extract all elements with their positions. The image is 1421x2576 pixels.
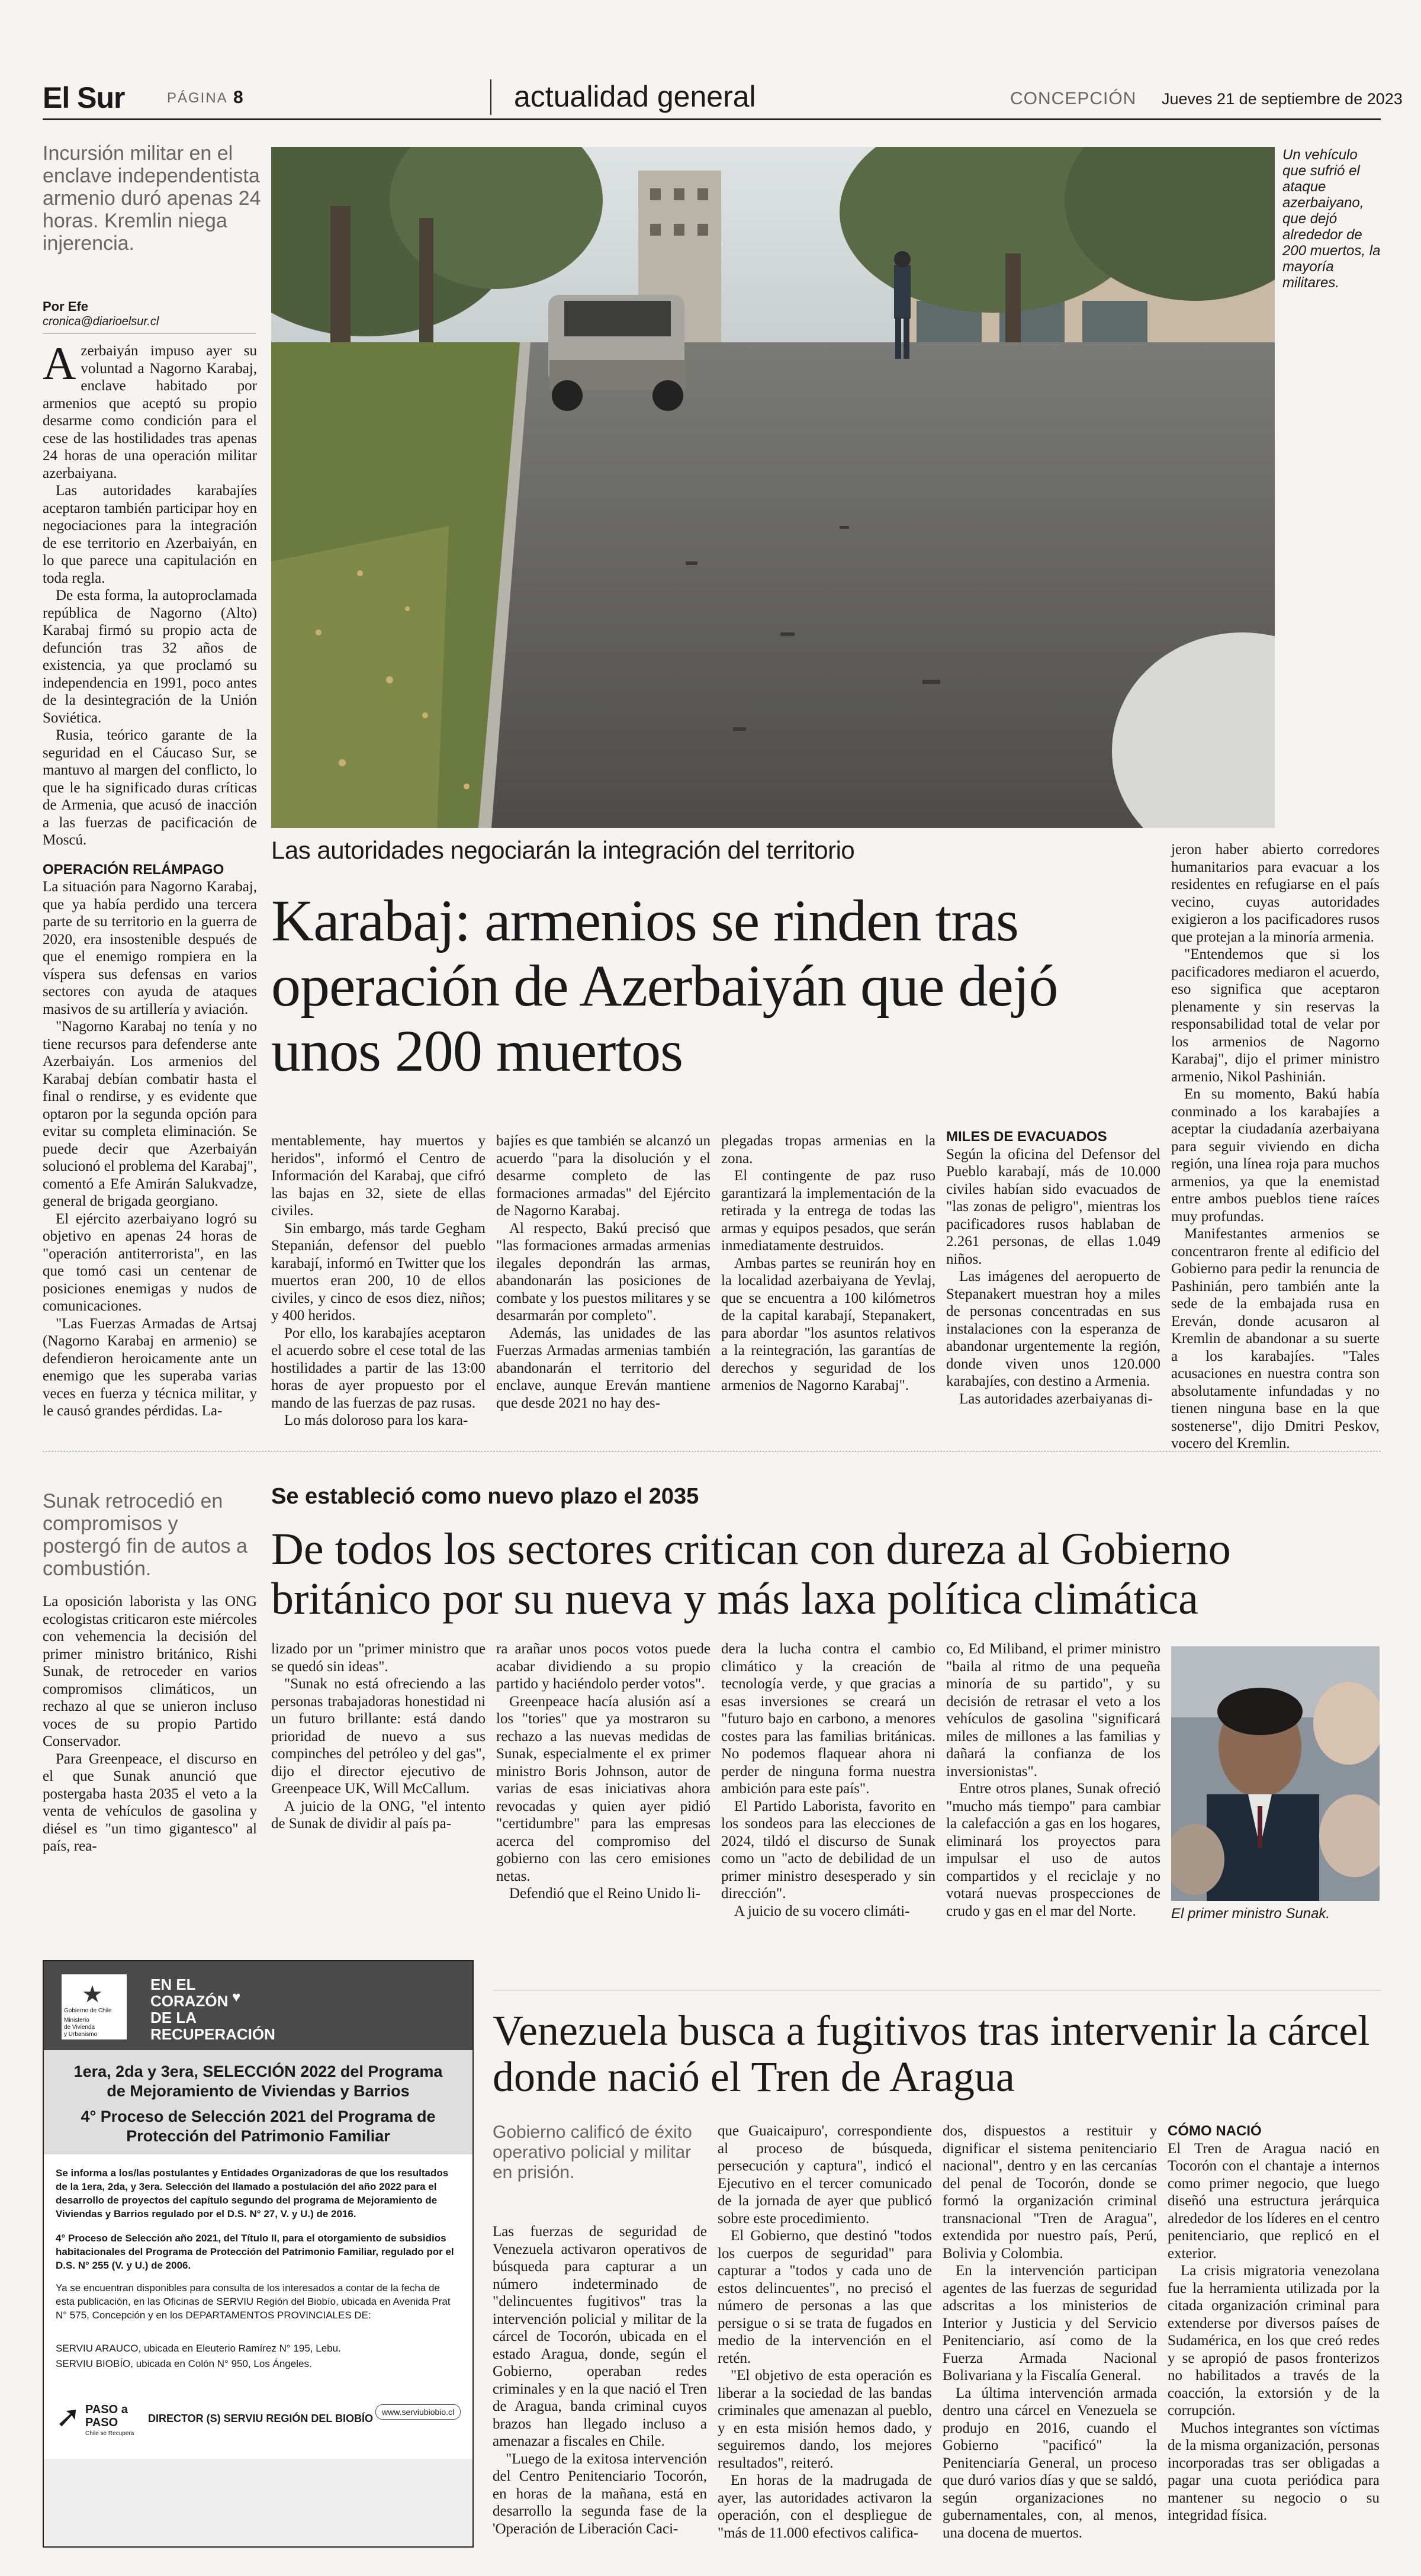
subhead-como-nacio: CÓMO NACIÓ [1168,2123,1262,2139]
article3-para: El Tren de Aragua nació en Tocorón con el chantaje a internos como primer negocio, que luego diseñó una estructura jerárquica alrededor de los líderes en el centro penitenciario, que replicó en el exterior. [1168,2140,1380,2262]
city-label: CONCEPCIÓN [1010,89,1137,108]
ad-website[interactable]: www.serviubiobio.cl [375,2404,461,2420]
street-scene-illustration [271,147,1275,828]
article1-para: Manifestantes armenios se concentraron frente al edificio del Gobierno para pedir la renuncia de Pashinián, pero también ante la sede de la embajada rusa en Ereván, donde acusaron al Kremlin de abandonar a su suerte a los karabajíes. "Tales acusaciones en nuestra contra son absolutamente infundadas y no tienen ninguna base en la que sostenerse", dijo Dmitri Peskov, vocero del Kremlin. [1171,1226,1380,1451]
article2-col3 [496,1640,710,1903]
ad-title-box [44,2050,472,2154]
article2-para: "Sunak no está ofreciendo a las personas trabajadoras honestidad ni un futuro brillante: está dando prioridad de nuevo a sus compinches del petróleo y del gas", dijo el director ejecutivo de Greenpeace UK, Will McCallum. [271,1676,486,1797]
article2-para: El Partido Laborista, favorito en los sondeos para las elecciones de 2024, tildó el discurso de Sunak como un "acto de debilidad de un primer ministro desesperado y sin dirección". [721,1798,935,1902]
article2-col2 [271,1640,486,1833]
ad-gov-label: Gobierno de Chile [64,2008,112,2014]
ad-slogan-1: EN EL [150,1976,196,1993]
article3-para: La crisis migratoria venezolana fue la herramienta utilizada por la citada organización criminal para extenderse por diversos países de Sudamérica, en los que creó redes y se apropió de pasos fronterizos no habilitados a través de la coacción, la extorsión y de la corrupción. [1168,2263,1380,2418]
article1-para: Al respecto, Bakú precisó que "las formaciones armadas armenias ilegales depondrán las armas, abandonarán las posiciones de combate y los puestos militares y se desarmarán por completo". [496,1220,710,1324]
ad-para-2: 4° Proceso de Selección año 2021, del Título II, para el otorgamiento de subsidios habitacionales del Programa de Protección del Patrimonio Familiar, regulado por el D.S. N° 255 (V. y U.) de 2006. [56,2233,454,2271]
article3-para: Muchos integrantes son víctimas de la misma organización, personas incorporadas tras ser obligadas a pagar una cuota periódica para mantener su negocio o su integridad física. [1168,2420,1380,2523]
article2-deck: Sunak retrocedió en compromisos y postergó fin de autos a combustión. [43,1490,247,1580]
subhead-evacuados: MILES DE EVACUADOS [946,1129,1107,1145]
article1-para: De esta forma, la autoproclamada república de Nagorno (Alto) Karabaj firmó su propio acta de defunción tras 32 años de existencia, ya que proclamó su independencia en 1991, poco antes de la desintegración de la Unión Soviética. [43,587,257,726]
article3-col4 [1168,2122,1380,2524]
article3-para: que Guaicaipuro', correspondiente al proceso de búsqueda, persecución y captura", indicó el Ejecutivo en el tercer comunicado de la jornada de ayer que publicó sobre este procedimiento. [718,2123,932,2227]
article1-para: El ejército azerbaiyano logró su objetivo en apenas 24 horas de "operación antiterrorista", en las que tomó casi un centenar de posiciones enemigas y nudos de comunicaciones. [43,1210,257,1314]
article3-para: En horas de la madrugada de ayer, las autoridades activaron la operación, con el despliegue de "más de 11.000 efectivos califica- [718,2472,932,2541]
ad-org-line3: y Urbanismo [64,2031,98,2038]
arrow-icon: ➚ [56,2400,81,2433]
ad-para-1: Se informa a los/las postulantes y Entidades Organizadoras de que los resultados de la 1era, 2da, y 3era. Selección del llamado a postulación del año 2022 para el desarrollo de proyectos del capítulo segundo del programa de Mejoramiento de Viviendas y Barrios regulado por el D.S. N° 27, V. y U.) de 2016. [56,2167,449,2220]
paso-a-paso-logo [56,2398,144,2446]
issue-date: Jueves 21 de septiembre de 2023 [1162,90,1403,108]
article1-para: Rusia, teórico garante de la seguridad en el Cáucaso Sur, se mantuvo al margen del conflicto, lo que le ha significado duras críticas de Armenia, que acusó de inacción a las fuerzas de pacificación de Moscú. [43,727,257,848]
ad-gov-logo [62,1974,127,2039]
logo-small: Chile se Recupera [85,2430,134,2437]
article2-col4 [721,1640,935,1920]
subhead-operacion: OPERACIÓN RELÁMPAGO [43,861,224,878]
article1-para: bajíes es que también se alcanzó un acuerdo "para la disolución y el desarme completo de las formaciones armadas" del Ejército de Nagorno Karabaj. [496,1133,710,1219]
article2-para: Greenpeace hacía alusión así a los "tories" que ya mostraron su rechazo a las nuevas medidas de Sunak, especialmente el ex primer ministro Boris Johnson, autor de varias de esas iniciativas ahora revocadas y quien ayer pidió "certidumbre" para las empresas acerca del compromiso del gobierno con las cero emisiones netas. [496,1693,710,1884]
masthead-brand: El Sur [43,81,125,114]
ad-title-1: 1era, 2da y 3era, SELECCIÓN 2022 del Programa de Mejoramiento de Viviendas y Barrios [73,2063,443,2100]
ad-slogan-4: RECUPERACIÓN [150,2025,275,2043]
article1-para: Las imágenes del aeropuerto de Stepanakert muestran hoy a miles de personas concentradas en sus instalaciones con la esperanza de abandonar urgentemente la región, donde viven unos 120.000 karabajíes, con destino a Armenia. [946,1268,1160,1389]
article1-para: La situación para Nagorno Karabaj, que ya había perdido una tercera parte de su territorio en la guerra de 2020, era insostenible después de que el enemigo rompiera en la víspera sus defensas en varios sectores con ayuda de ataques masivos de su artillería y aviación. [43,879,257,1017]
article1-col4 [721,1132,935,1395]
byline-email: cronica@diarioelsur.cl [43,315,159,328]
article2-para: co, Ed Miliband, el primer ministro "baila al ritmo de una pequeña minoría de su partido", y su decisión de retrasar el veto a los vehículos de gasolina "significará miles de millones a las familias y dañará la confianza de los inversionistas". [946,1641,1160,1780]
article1-para: Las autoridades azerbaiyanas di- [959,1390,1153,1407]
header-rule [43,118,1381,120]
article2-para: Defendió que el Reino Unido li- [509,1886,700,1902]
article1-para: "Nagorno Karabaj no tenía y no tiene recursos para defenderse ante Azerbaiyán. Los armenios del Karabaj debían combatir hasta el final o rendirse, y es evidente que optaron por la segunda opción para evitar su completa eliminación. Se puede decir que Azerbaiyán solucionó el problema del Karabaj", comentó a Efe Amirán Salukvadze, general de brigada georgiano. [43,1019,257,1209]
article3-para: Las fuerzas de seguridad de Venezuela activaron operativos de búsqueda para capturar a un número indeterminado de "delincuentes fugitivos" tras la intervención policial y militar de la cárcel de Tocorón, ubicada en el estado Aragua, donde, según el Gobierno, operaban redes criminales y en la que nació el Tren de Aragua, banda criminal cuyos brazos han llegado incluso a amenazar a fiscales en Chile. [493,2224,707,2449]
article2-col5 [946,1640,1160,1920]
article1-para: "Entendemos que si los pacificadores mediaron el acuerdo, eso significa que aceptaron plenamente y sin reservas la responsabilidad total de velar por los armenios de Nagorno Karabaj", dijo el primer ministro armenio, Nikol Pashinián. [1171,946,1380,1085]
ad-para-3: Ya se encuentran disponibles para consulta de los interesados a contar de la fecha de esta publicación, en las Oficinas de SERVIU Región del Biobío, ubicada en Avenida Prat N° 575, Concepción y en los DEPARTAMENTOS PROVINCIALES DE: [56,2282,451,2321]
article2-para: lizado por un "primer ministro que se quedó sin ideas". [271,1641,486,1675]
page-label: PÁGINA [167,90,228,106]
article1-col5 [946,1128,1160,1408]
article3-para: dos, dispuestos a restituir y dignificar el sistema penitenciario nacional", dentro y en las cercanías del penal de Tocorón, donde se formó la organización criminal transnacional "Tren de Aragua", extendida por nuestro país, Perú, Bolivia y Colombia. [943,2123,1157,2262]
article3-headline: Venezuela busca a fugitivos tras intervenir la cárcel donde nació el Tren de Aragua [493,2007,1370,2100]
sunak-photo [1171,1646,1380,1901]
article3-deck: Gobierno calificó de éxito operativo policial y militar en prisión. [493,2122,692,2182]
karabaj-photo [271,147,1275,828]
section-title: actualidad general [514,80,756,113]
article1-para: Además, las unidades de las Fuerzas Armadas armenias también abandonarán el territorio del enclave, aunque Ereván mantiene que desde 2021 no hay des- [496,1325,710,1411]
sunak-illustration [1171,1646,1380,1901]
ad-org-line2: de Vivienda [64,2024,95,2031]
article1-para: Las autoridades karabajíes aceptaron también participar hoy en negociaciones para la integración de ese territorio en Azerbaiyán, en lo que parece una capitulación en toda regla. [43,483,257,586]
article3-para: "Luego de la exitosa intervención del Centro Penitenciario Tocorón, en horas de la mañana, está en desarrollo la segunda fase de la 'Operación de Liberación Caci- [493,2450,707,2537]
article2-kicker: Se estableció como nuevo plazo el 2035 [271,1484,699,1509]
article2-para: ra arañar unos pocos votos puede acabar dividiendo a su propio partido y haciéndolo perder votos". [496,1641,710,1692]
article1-para: Lo más doloroso para los kara- [284,1412,468,1428]
byline: Por Efe [43,299,89,314]
article2-para: A juicio de la ONG, "el intento de Sunak de dividir al país pa- [271,1798,486,1832]
article3-para: La última intervención armada dentro una cárcel en Venezuela se produjo en 2016, cuando el Gobierno "pacificó" la Penitenciaría General, un proceso que duró varios días y que se saldó, según organizaciones no gubernamentales, con, al menos, una docena de muertos. [943,2385,1157,2541]
article1-para: Sin embargo, más tarde Gegham Stepanián, defensor del pueblo karabají, informó en Twitter que los muertos eran 200, 10 de ellos civiles, y cinco de esos diez, niños; y 400 heridos. [271,1220,486,1324]
article1-col2 [271,1132,486,1430]
article1-para: Según la oficina del Defensor del Pueblo karabají, más de 10.000 civiles habían sido evacuados de "las zonas de peligro", mientras los pacificadores rusos hablaban de 2.261 personas, de ellas 1.049 niños. [946,1146,1160,1267]
article2-headline: De todos los sectores critican con dureza al Gobierno británico por su nueva y más laxa política climática [271,1524,1231,1624]
article2-para: Para Greenpeace, el discurso en el que Sunak anunció que postergaba hasta 2035 el veto a la venta de vehículos de gasolina y diésel es "un timo gigantesco" al país, rea- [43,1750,257,1854]
ad-banner [44,1961,472,2050]
header-divider [490,79,491,115]
article1-para: jeron haber abierto corredores humanitarios para evacuar a los residentes en refugiarse en el país vecino, cuyas autoridades exigieron a los pacificadores rusos que protejan a la minoría armenia. [1171,841,1380,945]
article1-para: En su momento, Bakú había conminado a los karabajíes a aceptar la ciudadanía azerbaiyana para seguir viviendo en dicha región, una línea roja para muchos armenios, ya que la enemistad entre ambos pueblos tiene raíces muy profundas. [1171,1086,1380,1225]
article2-para: dera la lucha contra el cambio climático y la creación de tecnología verde, y que gracias a esas inversiones se creará un "futuro bajo en carbono, a menores costes para las familias británicas. No podemos flaquear ahora ni perder de ninguna forma nuestra ambición para este país". [721,1641,935,1797]
article1-para: Ambas partes se reunirán hoy en la localidad azerbaiyana de Yevlaj, que se encuentra a 100 kilómetros de la capital karabají, Stepanakert, para abordar "los asuntos relativos a la reintegración, las garantías de derechos y seguridad de los armenios de Nagorno Karabaj". [721,1255,935,1393]
article1-para: El contingente de paz ruso garantizará la implementación de la retirada y la entrega de todas las armas y equipos pesados, que serán inmediatamente destruidos. [721,1168,935,1254]
logo-text-2: PASO [85,2416,118,2429]
karabaj-photo-caption: Un vehículo que sufrió el ataque azerbaiyano, que dejó alrededor de 200 muertos, la mayoría militares. [1282,147,1381,291]
article1-kicker: Las autoridades negociarán la integración del territorio [271,836,855,864]
article1-col6 [1171,841,1380,1453]
article1-para: mentablemente, hay muertos y heridos", informó el Centro de Información del Karabaj, que cifró las bajas en 32, siete de ellas civiles. [271,1133,486,1219]
article3-col3 [943,2122,1157,2542]
article1-para: Por ello, los karabajíes aceptaron el acuerdo sobre el cese total de las hostilidades a partir de las 13:00 horas de ayer propuesto por el mando de las fuerzas de paz rusas. [271,1325,486,1411]
ad-director: DIRECTOR (S) SERVIU REGIÓN DEL BIOBÍO [148,2413,374,2424]
ad-org-line1: Ministerio [64,2017,89,2023]
serviu-ad [43,1960,474,2548]
article1-col1 [43,338,257,1420]
article1-para: plegadas tropas armenias en la zona. [721,1133,935,1167]
article1-headline: Karabaj: armenios se rinden tras operación de Azerbaiyán que dejó unos 200 muertos [271,888,1058,1084]
ad-footer [44,2459,472,2546]
article1-para: "Las Fuerzas Armadas de Artsaj (Nagorno Karabaj en armenio) se defendieron heroicamente ante un enemigo que les superaba varias veces en fuerza y técnica militar, y le causó grandes pérdidas. La- [43,1315,257,1419]
article3-col1 [493,2223,707,2538]
star-icon: ★ [82,1981,103,2008]
heart-icon: ♥ [232,1990,241,2005]
article3-para: "El objetivo de esta operación es liberar a la sociedad de las bandas criminales que amenazan al pueblo, y en esta misión hemos dado, y seguiremos dando, los mejores resultados", reiteró. [718,2368,932,2471]
page-number: 8 [233,88,243,107]
article1-para: zerbaiyán impuso ayer su voluntad a Nagorno Karabaj, enclave habitado por armenios que aceptó su propio desarme como condición para el cese de las hostilidades tras apenas 24 horas de una operación militar azerbaiyana. [43,343,257,481]
dropcap: A [43,338,76,389]
logo-text-1: PASO a [85,2403,128,2416]
article2-col1 [43,1593,257,1855]
article2-para: A juicio de su vocero climáti- [734,1903,910,1919]
article1-col3 [496,1132,710,1412]
article3-para: En la intervención participan agentes de las fuerzas de seguridad adscritas a los ministerios de Interior y Justicia y del Servicio Penitenciario, así como de la Fuerza Armada Nacional Bolivariana y la Fiscalía General. [943,2263,1157,2384]
article3-col2 [718,2122,932,2542]
ad-slogan-3: DE LA [150,2009,197,2026]
ad-slogan-2: CORAZÓN [150,1992,229,2010]
ad-office-1: SERVIU ARAUCO, ubicada en Eleuterio Ramírez N° 195, Lebu. [56,2343,341,2354]
article3-para: El Gobierno, que destinó "todos los cuerpos de seguridad" para capturar a "todos y cada uno de estos delincuentes", no precisó el número de personas a las que persigue o si se trata de fugados en medio de la intervención en el retén. [718,2228,932,2366]
article2-para: La oposición laborista y las ONG ecologistas criticaron este miércoles con vehemencia la decisión del primer ministro británico, Rishi Sunak, de retroceder en varios compromisos climáticos, un rechazo al que se unieron incluso voces de su propio Partido Conservador. [43,1594,257,1749]
article2-para: Entre otros planes, Sunak ofreció "mucho más tiempo" para cambiar la calefacción a gas en los hogares, eliminará los proyectos para impulsar el uso de autos compartidos y el reciclaje y no votará nuevas prospecciones de crudo y gas en el mar del Norte. [946,1781,1160,1919]
ad-title-2: 4° Proceso de Selección 2021 del Programa de Protección del Patrimonio Familiar [81,2108,436,2145]
article1-deck: Incursión militar en el enclave independentista armenio duró apenas 24 horas. Kremlin niega injerencia. [43,142,261,255]
ad-office-2: SERVIU BIOBÍO, ubicada en Colón N° 950, Los Ángeles. [56,2358,312,2369]
sunak-photo-caption: El primer ministro Sunak. [1171,1906,1330,1922]
